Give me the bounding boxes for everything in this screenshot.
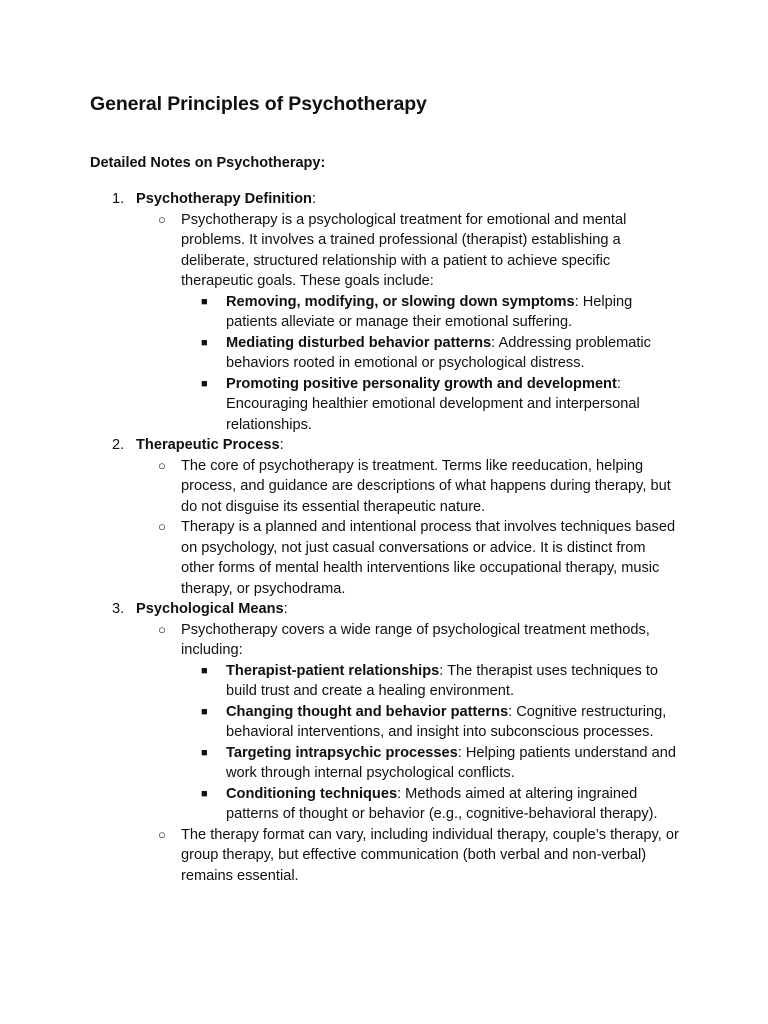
sub-bullet-text: Targeting intrapsychic processes: Helping patients understand and work through internal psychological conflicts. xyxy=(226,744,676,781)
square-bullet-icon: ■ xyxy=(201,746,208,759)
circle-bullet-icon: ○ xyxy=(158,519,166,534)
sub-bullet-item xyxy=(0,333,768,374)
numbered-outline xyxy=(0,189,768,886)
sub-bullet-text: Conditioning techniques: Methods aimed at altering ingrained patterns of thought or behavior (e.g., cognitive-behavioral therapy). xyxy=(226,785,658,822)
square-bullet-icon: ■ xyxy=(201,377,208,390)
sub-bullet-item xyxy=(0,702,768,743)
sub-bullet-term: Promoting positive personality growth and development xyxy=(226,375,617,392)
sub-bullet-term: Therapist-patient relationships xyxy=(226,662,440,679)
item-heading: Psychological Means xyxy=(136,601,284,617)
sub-bullet-item xyxy=(0,374,768,436)
outline-item-therapeutic-process xyxy=(0,435,768,599)
square-bullet-icon: ■ xyxy=(201,705,208,718)
sub-bullet-item xyxy=(0,743,768,784)
sub-bullet-term: Targeting intrapsychic processes xyxy=(226,744,458,761)
section-subheading: Detailed Notes on Psychotherapy: xyxy=(90,155,326,171)
bullet-text: Psychotherapy covers a wide range of psychological treatment methods, including: xyxy=(181,621,650,658)
sub-bullet-item xyxy=(0,784,768,825)
square-bullet-icon: ■ xyxy=(201,295,208,308)
item-number: 1. xyxy=(112,191,125,207)
sub-bullet-term: Conditioning techniques xyxy=(226,785,398,802)
outline-item-definition xyxy=(0,189,768,435)
circle-bullet-icon: ○ xyxy=(158,211,166,227)
sub-bullet-term: Removing, modifying, or slowing down symptoms xyxy=(226,293,575,310)
item-heading: Psychotherapy Definition xyxy=(136,191,312,207)
sub-bullet-desc: Helping patients alleviate or manage their emotional suffering. xyxy=(226,293,633,330)
bullet-item xyxy=(0,210,768,292)
sub-bullet-desc: Methods aimed at altering ingrained patterns of thought or behavior (e.g., cognitive-behavioral therapy). xyxy=(226,785,658,822)
sub-bullet-item xyxy=(0,292,768,333)
bullet-item xyxy=(0,517,768,599)
circle-bullet-icon: ○ xyxy=(158,457,166,473)
sub-bullet-desc: Cognitive restructuring, behavioral interventions, and insight into subconscious processes. xyxy=(226,703,667,740)
page-title: General Principles of Psychotherapy xyxy=(90,93,427,115)
sub-bullet-desc: Encouraging healthier emotional development and interpersonal relationships. xyxy=(226,396,640,433)
square-bullet-icon: ■ xyxy=(201,664,208,677)
sub-bullet-text: Promoting positive personality growth and development: Encouraging healthier emotional development and interpersonal relationships. xyxy=(226,375,640,433)
item-heading-line: Therapeutic Process: xyxy=(136,437,284,453)
circle-bullet-icon: ○ xyxy=(158,621,166,637)
bullet-item xyxy=(0,456,768,518)
square-bullet-icon: ■ xyxy=(201,787,208,800)
sub-bullet-text: Therapist-patient relationships: The therapist uses techniques to build trust and create a healing environment. xyxy=(226,662,659,699)
item-heading: Therapeutic Process xyxy=(136,437,280,453)
item-number: 3. xyxy=(112,601,125,617)
item-heading-line: Psychotherapy Definition: xyxy=(136,191,317,207)
sub-bullet-text: Changing thought and behavior patterns: Cognitive restructuring, behavioral interventions, and insight into subconscious processes. xyxy=(226,703,667,740)
bullet-text: Psychotherapy is a psychological treatment for emotional and mental problems. It involves a trained professional (therapist) establishing a deliberate, structured relationship with a patient to achieve specific therapeutic goals. These goals include: xyxy=(181,211,627,289)
sub-bullet-term: Changing thought and behavior patterns xyxy=(226,703,509,720)
bullet-item xyxy=(0,620,768,661)
circle-bullet-icon: ○ xyxy=(158,826,166,842)
outline-item-psychological-means xyxy=(0,599,768,886)
sub-bullet-item xyxy=(0,661,768,702)
bullet-text: Therapy is a planned and intentional process that involves techniques based on psychology, not just casual conversations or advice. It is distinct from other forms of mental health interventions like occupational therapy, music therapy, or psychodrama. xyxy=(181,519,676,597)
sub-bullet-desc: The therapist uses techniques to build trust and create a healing environment. xyxy=(226,662,659,699)
bullet-text: The core of psychotherapy is treatment. Terms like reeducation, helping process, and guidance are descriptions of what happens during therapy, but do not disguise its essential therapeutic nature. xyxy=(181,457,671,515)
sub-bullet-desc: Addressing problematic behaviors rooted in emotional or psychological distress. xyxy=(226,334,651,371)
sub-bullet-desc: Helping patients understand and work through internal psychological conflicts. xyxy=(226,744,676,781)
item-heading-line: Psychological Means: xyxy=(136,601,288,617)
sub-bullet-text: Mediating disturbed behavior patterns: Addressing problematic behaviors rooted in emotional or psychological distress. xyxy=(226,334,651,371)
square-bullet-icon: ■ xyxy=(201,336,208,349)
item-number: 2. xyxy=(112,437,125,453)
sub-bullet-term: Mediating disturbed behavior patterns xyxy=(226,334,492,351)
sub-bullet-text: Removing, modifying, or slowing down symptoms: Helping patients alleviate or manage their emotional suffering. xyxy=(226,293,633,330)
bullet-text: The therapy format can vary, including individual therapy, couple’s therapy, or group therapy, but effective communication (both verbal and non-verbal) remains essential. xyxy=(181,826,679,884)
bullet-item xyxy=(0,825,768,887)
